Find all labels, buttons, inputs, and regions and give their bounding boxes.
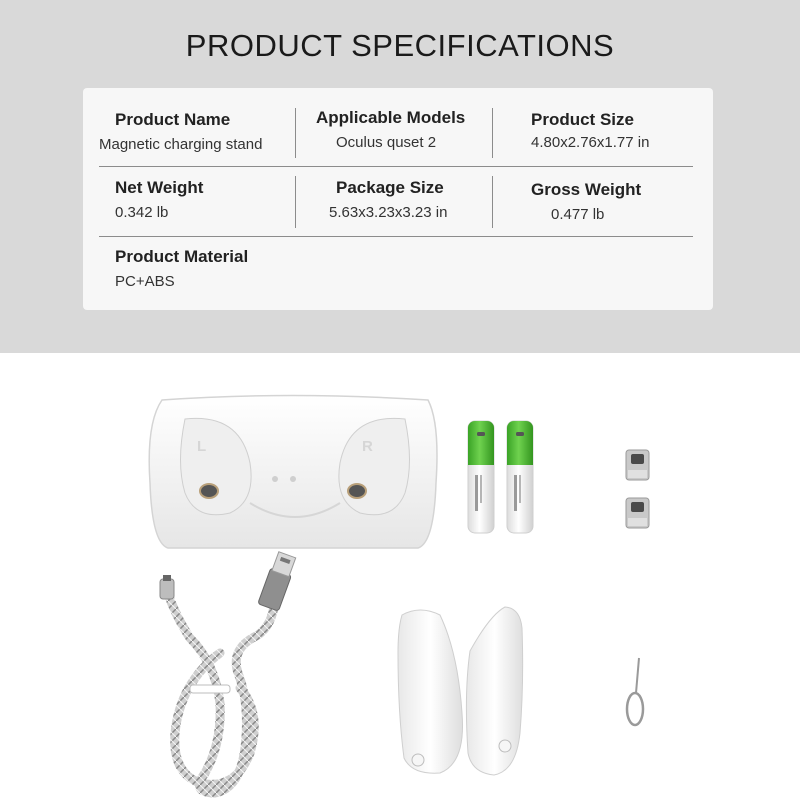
magnetic-tip-icon xyxy=(626,450,649,480)
spec-label-product-name: Product Name xyxy=(115,110,231,129)
spec-label-product-material: Product Material xyxy=(115,247,249,266)
battery-icon xyxy=(507,421,533,533)
spec-label-applicable-models: Applicable Models xyxy=(316,108,466,127)
divider xyxy=(492,108,493,158)
spec-value-net-weight: 0.342 lb xyxy=(115,204,169,221)
dock-letter-left: L xyxy=(197,438,207,455)
braided-cable-icon xyxy=(160,551,298,793)
spec-value-product-name: Magnetic charging stand xyxy=(99,136,263,153)
dock-letter-right: R xyxy=(362,438,373,455)
spec-value-product-material: PC+ABS xyxy=(115,273,175,290)
row-divider xyxy=(99,166,693,167)
divider xyxy=(492,176,493,228)
spec-label-gross-weight: Gross Weight xyxy=(531,180,642,199)
package-contents-photo xyxy=(0,353,800,800)
divider xyxy=(295,176,296,228)
spec-value-gross-weight: 0.477 lb xyxy=(551,206,605,223)
controller-shell-icon xyxy=(398,610,463,773)
battery-icon xyxy=(468,421,494,533)
divider xyxy=(295,108,296,158)
spec-card xyxy=(83,88,713,310)
controller-shell-icon xyxy=(466,607,522,775)
spec-value-package-size: 5.63x3.23x3.23 in xyxy=(329,204,448,221)
spec-label-product-size: Product Size xyxy=(531,110,634,129)
charging-dock-icon xyxy=(149,396,437,549)
sim-pin-icon xyxy=(627,658,643,725)
page-title: PRODUCT SPECIFICATIONS xyxy=(185,28,615,63)
row-divider xyxy=(99,236,693,237)
magnetic-tip-icon xyxy=(626,498,649,528)
spec-value-applicable-models: Oculus quset 2 xyxy=(336,134,437,151)
spec-label-net-weight: Net Weight xyxy=(115,178,204,197)
spec-label-package-size: Package Size xyxy=(336,178,444,197)
spec-value-product-size: 4.80x2.76x1.77 in xyxy=(531,134,650,151)
